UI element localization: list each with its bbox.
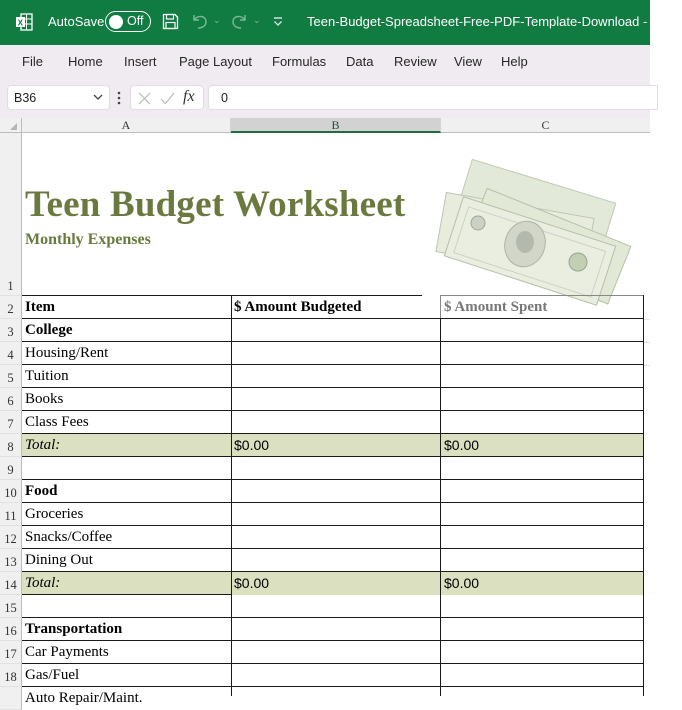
autosave-label: AutoSave — [48, 14, 105, 29]
worksheet-grid[interactable] — [0, 118, 650, 706]
formula-buttons — [130, 85, 204, 110]
gridline — [643, 342, 650, 343]
cell-a16[interactable]: Transportation — [25, 621, 123, 637]
save-icon[interactable] — [162, 13, 179, 30]
row-header-8[interactable]: 8 — [0, 434, 22, 457]
row-header-5[interactable]: 5 — [0, 365, 22, 388]
formula-bar — [0, 81, 650, 118]
row-header-6[interactable]: 6 — [0, 388, 22, 411]
column-header-a[interactable]: A — [22, 118, 231, 133]
row-header-17[interactable]: 17 — [0, 641, 22, 664]
cell-a11[interactable]: Groceries — [25, 506, 84, 522]
cell-c2[interactable]: $ Amount Spent — [444, 299, 548, 315]
border — [231, 295, 232, 696]
border — [22, 456, 643, 457]
tab-review[interactable]: Review — [394, 54, 437, 69]
toggle-knob — [109, 15, 123, 29]
document-title: Teen-Budget-Spreadsheet-Free-PDF-Template-Download - Prote — [307, 14, 682, 29]
more-options-icon[interactable] — [117, 90, 121, 106]
row-header-15[interactable]: 15 — [0, 595, 22, 618]
tab-insert[interactable]: Insert — [124, 54, 157, 69]
row-header-10[interactable]: 10 — [0, 480, 22, 503]
cell-a17[interactable]: Car Payments — [25, 644, 109, 660]
formula-value: 0 — [221, 91, 228, 105]
row-header-18[interactable]: 18 — [0, 664, 22, 687]
cell-b8[interactable]: $0.00 — [234, 437, 270, 453]
customize-qat-icon[interactable] — [272, 13, 284, 29]
cell-a12[interactable]: Snacks/Coffee — [25, 529, 113, 545]
cell-a14[interactable]: Total: — [25, 575, 61, 591]
column-header-c[interactable]: C — [441, 118, 650, 133]
cell-a13[interactable]: Dining Out — [25, 552, 93, 568]
cell-a4[interactable]: Housing/Rent — [25, 345, 109, 361]
autosave-state: Off — [127, 14, 144, 28]
border — [643, 295, 644, 696]
worksheet-subtitle: Monthly Expenses — [25, 231, 151, 248]
tab-home[interactable]: Home — [68, 54, 103, 69]
money-image — [430, 170, 635, 310]
cell-a6[interactable]: Books — [25, 391, 64, 407]
row-header-16[interactable]: 16 — [0, 618, 22, 641]
cell-a7[interactable]: Class Fees — [25, 414, 89, 430]
cancel-icon[interactable] — [138, 92, 151, 105]
tab-formulas[interactable]: Formulas — [272, 54, 327, 69]
border — [22, 594, 231, 595]
ribbon-tabs — [0, 45, 650, 81]
cell-a19[interactable]: Auto Repair/Maint. — [25, 690, 143, 706]
row-header-12[interactable]: 12 — [0, 526, 22, 549]
row-header-14[interactable]: 14 — [0, 572, 22, 595]
tab-view[interactable]: View — [454, 54, 482, 69]
row-header-4[interactable]: 4 — [0, 342, 22, 365]
name-box[interactable] — [7, 85, 110, 110]
tab-page-layout[interactable]: Page Layout — [179, 54, 253, 69]
cell-b14[interactable]: $0.00 — [234, 575, 270, 591]
undo-icon[interactable] — [190, 12, 210, 30]
cell-a3[interactable]: College — [25, 322, 73, 338]
row-header-3[interactable]: 3 — [0, 319, 22, 342]
cell-b2[interactable]: $ Amount Budgeted — [234, 299, 362, 315]
column-header-b[interactable]: B — [231, 118, 441, 133]
tab-data[interactable]: Data — [346, 54, 374, 69]
row-header-2[interactable]: 2 — [0, 296, 22, 319]
cell-a8[interactable]: Total: — [25, 437, 61, 453]
undo-dropdown-icon[interactable]: ⌄ — [213, 15, 221, 25]
formula-input[interactable] — [208, 85, 658, 110]
row-header-19[interactable] — [0, 687, 22, 710]
name-box-value: B36 — [14, 91, 37, 105]
row-header-7[interactable]: 7 — [0, 411, 22, 434]
worksheet-title: Teen Budget Worksheet — [25, 184, 406, 225]
autosave-toggle[interactable] — [105, 11, 151, 32]
row-header-9[interactable]: 9 — [0, 457, 22, 480]
insert-function-icon[interactable]: fx — [183, 88, 195, 105]
redo-icon[interactable] — [229, 12, 249, 30]
svg-text:X: X — [17, 18, 23, 28]
cell-a10[interactable]: Food — [25, 483, 58, 499]
title-bar — [0, 0, 682, 45]
cell-c14[interactable]: $0.00 — [444, 575, 480, 591]
cell-a18[interactable]: Gas/Fuel — [25, 667, 80, 683]
cell-a2[interactable]: Item — [25, 299, 55, 315]
excel-icon — [15, 13, 33, 31]
row-header-11[interactable]: 11 — [0, 503, 22, 526]
tab-file[interactable]: File — [22, 54, 43, 69]
gridline — [643, 365, 650, 366]
border — [440, 318, 441, 696]
row-header-1[interactable]: 1 — [0, 133, 22, 296]
gridline — [643, 319, 650, 320]
cell-c8[interactable]: $0.00 — [444, 437, 480, 453]
enter-check-icon[interactable] — [160, 92, 175, 105]
tab-help[interactable]: Help — [501, 54, 528, 69]
select-all-triangle-icon — [10, 123, 17, 130]
redo-dropdown-icon[interactable]: ⌄ — [253, 15, 261, 25]
row-header-13[interactable]: 13 — [0, 549, 22, 572]
chevron-down-icon[interactable] — [93, 93, 103, 101]
cell-a5[interactable]: Tuition — [25, 368, 69, 384]
select-all-button[interactable] — [0, 118, 22, 133]
